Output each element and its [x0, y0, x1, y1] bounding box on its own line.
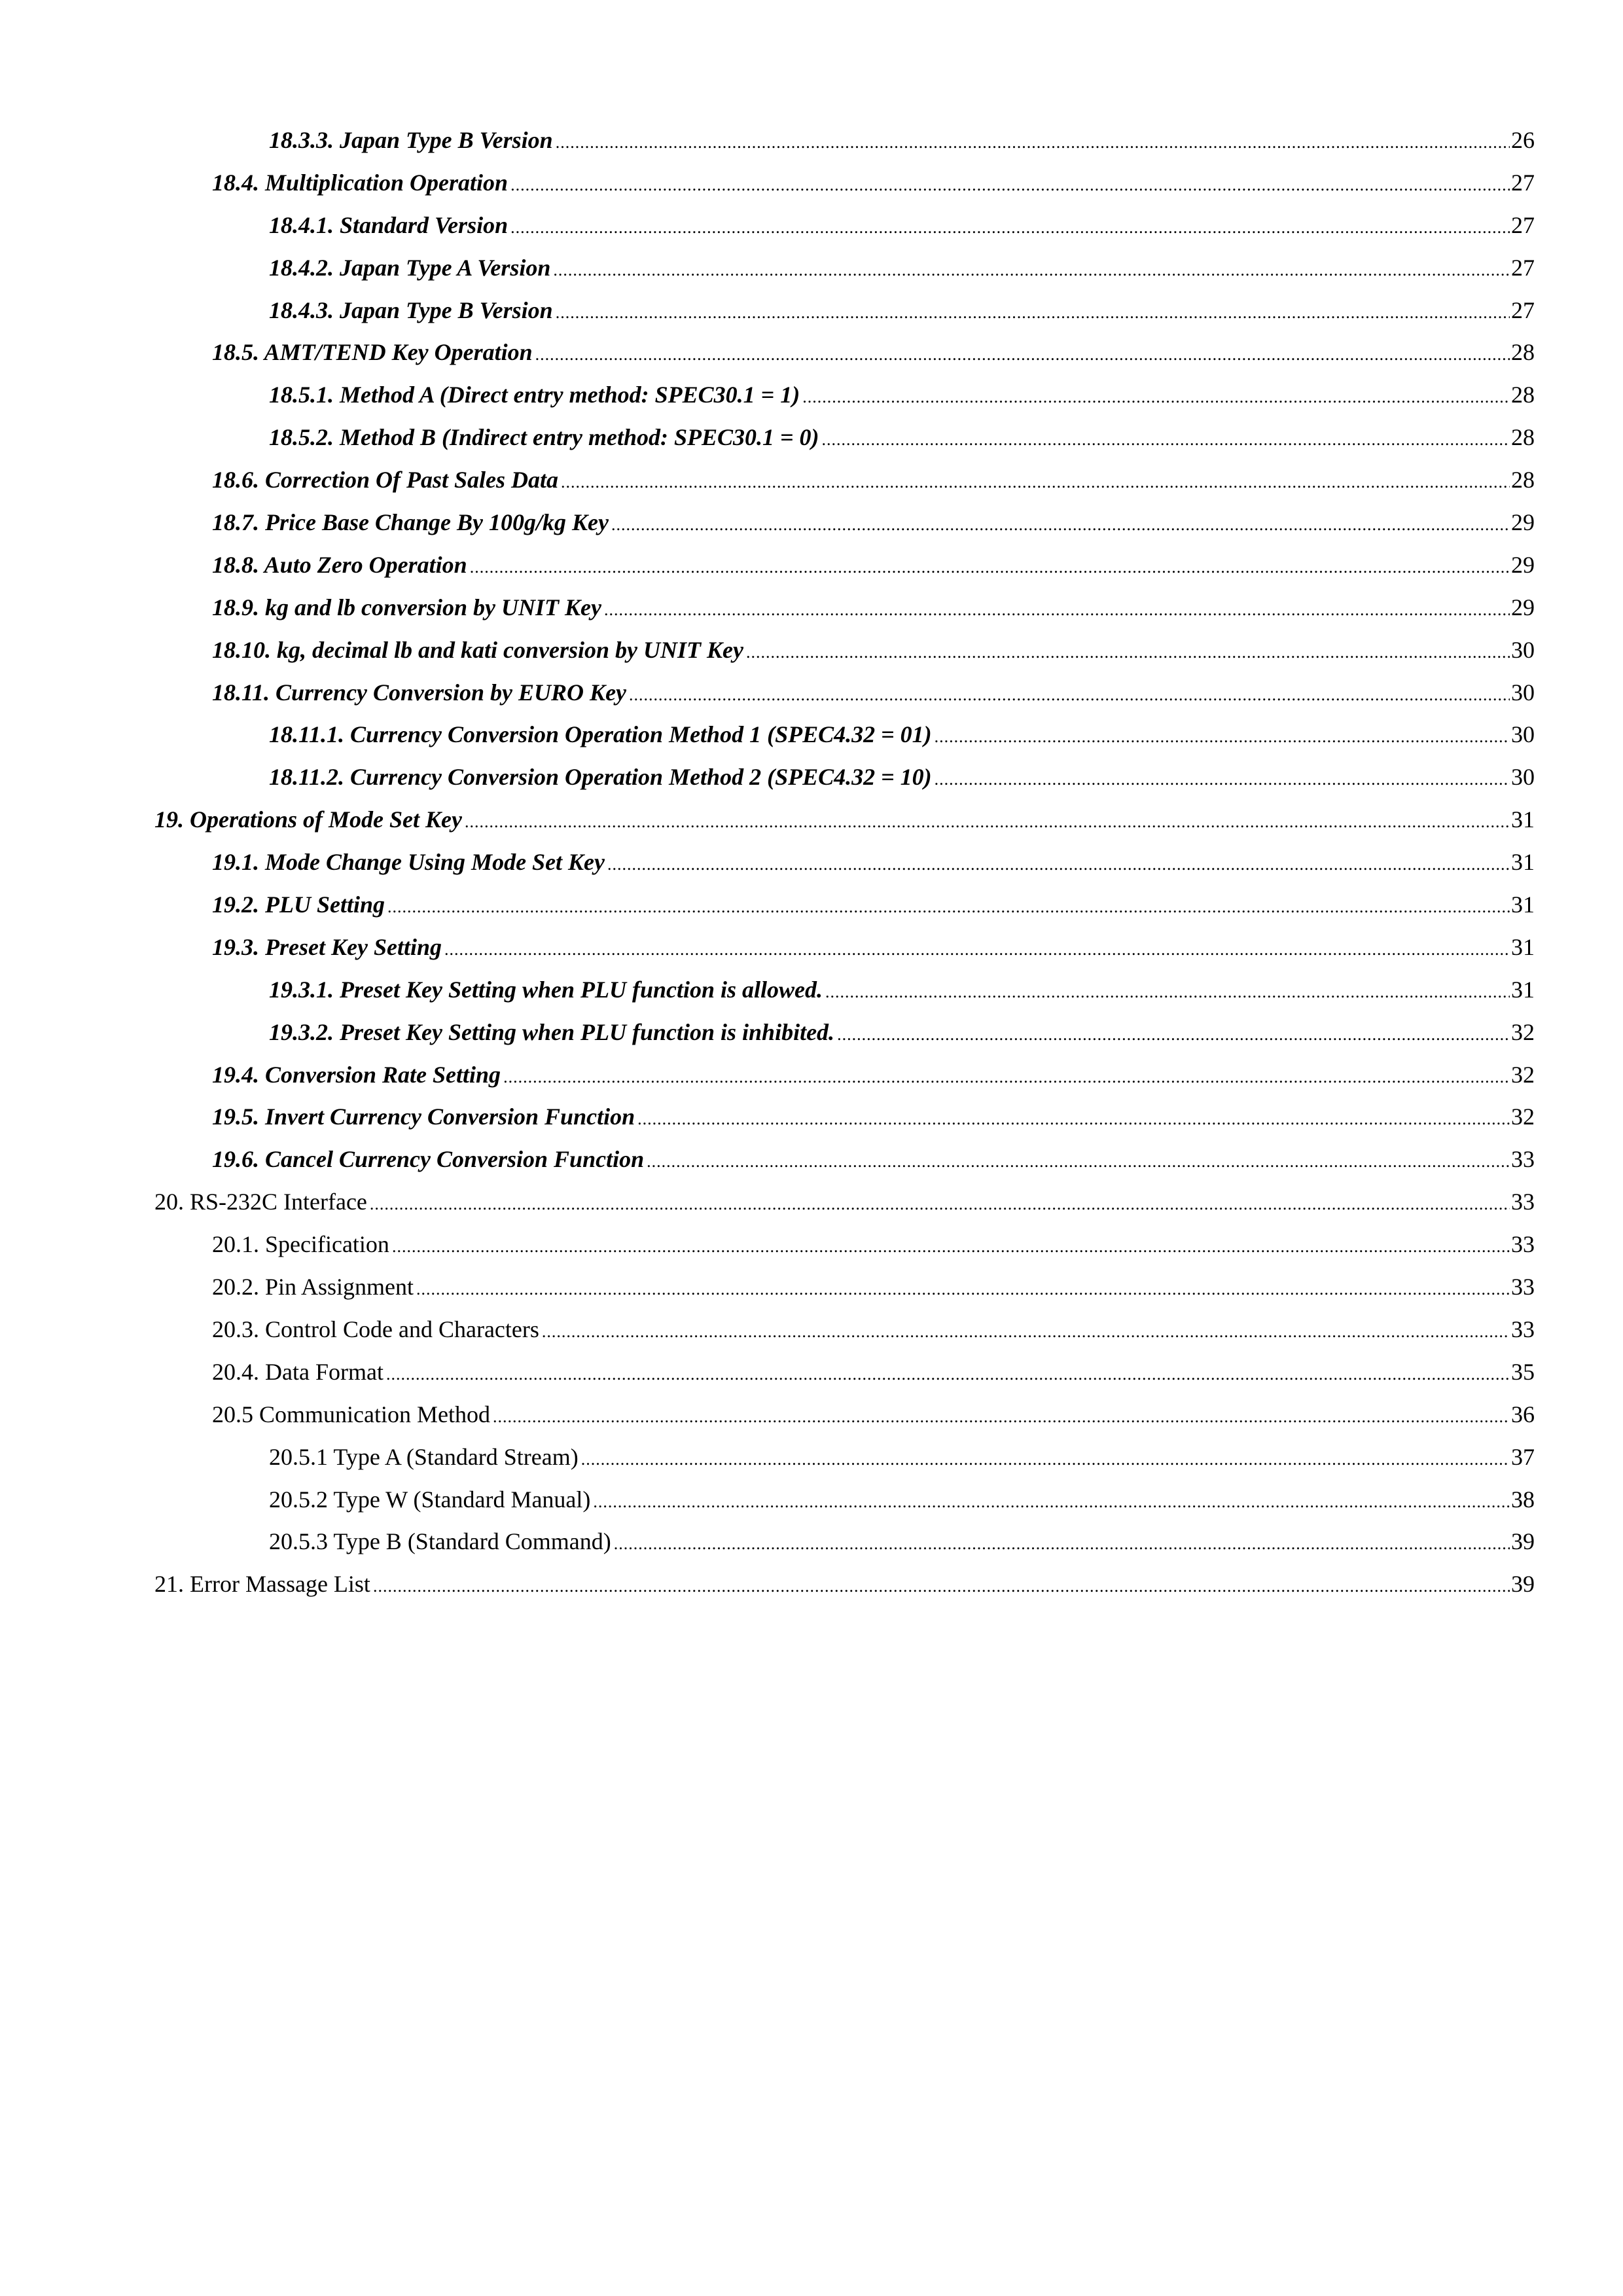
toc-entry-title: 18.8. Auto Zero Operation — [212, 551, 467, 578]
toc-entry-page-number: 37 — [1511, 1443, 1535, 1470]
dot-leader — [444, 937, 1510, 963]
toc-entry-page-number: 28 — [1511, 382, 1535, 408]
toc-entry[interactable] — [0, 331, 1623, 374]
toc-entry-page-number: 28 — [1511, 424, 1535, 451]
toc-entry[interactable] — [0, 501, 1623, 544]
toc-entry[interactable] — [0, 1479, 1623, 1521]
toc-entry-title: 20.5.1 Type A (Standard Stream) — [269, 1443, 579, 1470]
toc-entry-page-number: 33 — [1511, 1231, 1535, 1258]
dot-leader — [553, 257, 1510, 283]
toc-entry[interactable] — [0, 1266, 1623, 1308]
toc-entry-title: 18.11. Currency Conversion by EURO Key — [212, 679, 627, 706]
toc-entry-page-number: 31 — [1511, 849, 1535, 876]
toc-entry-page-number: 30 — [1511, 764, 1535, 791]
dot-leader — [802, 384, 1510, 410]
toc-entry-title: 18.10. kg, decimal lb and kati conversion by UNIT Key — [212, 636, 743, 663]
toc-entry[interactable] — [0, 1011, 1623, 1054]
toc-entry[interactable] — [0, 969, 1623, 1011]
toc-entry[interactable] — [0, 629, 1623, 672]
dot-leader — [561, 469, 1510, 495]
toc-entry-page-number: 29 — [1511, 551, 1535, 578]
dot-leader — [629, 682, 1510, 708]
toc-entry-page-number: 33 — [1511, 1189, 1535, 1215]
toc-entry-title: 18.11.2. Currency Conversion Operation Method 2 (SPEC4.32 = 10) — [269, 764, 932, 791]
toc-entry[interactable] — [0, 416, 1623, 459]
toc-entry-page-number: 29 — [1511, 509, 1535, 536]
toc-entry-title: 19.3.2. Preset Key Setting when PLU function is inhibited. — [269, 1018, 835, 1045]
toc-entry-page-number: 38 — [1511, 1486, 1535, 1513]
dot-leader — [556, 300, 1510, 326]
toc-entry[interactable] — [0, 162, 1623, 204]
toc-entry[interactable] — [0, 1520, 1623, 1563]
toc-entry[interactable] — [0, 798, 1623, 841]
toc-entry-page-number: 31 — [1511, 933, 1535, 960]
toc-entry-page-number: 32 — [1511, 1018, 1535, 1045]
toc-entry-title: 20.4. Data Format — [212, 1358, 383, 1385]
toc-entry-title: 18.4.3. Japan Type B Version — [269, 296, 553, 323]
toc-entry-title: 19.4. Conversion Rate Setting — [212, 1061, 501, 1088]
toc-entry-title: 19.5. Invert Currency Conversion Function — [212, 1103, 635, 1130]
toc-entry-title: 18.5. AMT/TEND Key Operation — [212, 339, 533, 366]
toc-entry-page-number: 28 — [1511, 339, 1535, 366]
dot-leader — [535, 342, 1510, 368]
toc-entry[interactable] — [0, 1436, 1623, 1479]
toc-entry-title: 19. Operations of Mode Set Key — [154, 806, 462, 833]
dot-leader — [825, 979, 1510, 1005]
dot-leader — [822, 427, 1510, 453]
toc-entry-title: 19.3. Preset Key Setting — [212, 933, 442, 960]
toc-entry[interactable] — [0, 374, 1623, 416]
dot-leader — [637, 1106, 1510, 1132]
dot-leader — [614, 1531, 1510, 1557]
toc-entry[interactable] — [0, 1138, 1623, 1181]
toc-entry[interactable] — [0, 884, 1623, 926]
toc-entry[interactable] — [0, 247, 1623, 289]
toc-entry-page-number: 35 — [1511, 1358, 1535, 1385]
toc-entry-title: 21. Error Massage List — [154, 1571, 370, 1598]
dot-leader — [493, 1404, 1510, 1430]
toc-entry-page-number: 33 — [1511, 1316, 1535, 1342]
dot-leader — [370, 1191, 1510, 1217]
dot-leader — [373, 1573, 1510, 1600]
dot-leader — [604, 597, 1510, 623]
toc-entry-title: 20.1. Specification — [212, 1231, 389, 1258]
toc-entry-page-number: 27 — [1511, 169, 1535, 196]
toc-entry-title: 18.4. Multiplication Operation — [212, 169, 508, 196]
toc-entry-title: 18.4.1. Standard Version — [269, 211, 508, 238]
dot-leader — [416, 1276, 1510, 1302]
toc-entry-page-number: 30 — [1511, 679, 1535, 706]
toc-entry-title: 20.5.3 Type B (Standard Command) — [269, 1528, 611, 1555]
toc-entry-title: 20.5.2 Type W (Standard Manual) — [269, 1486, 591, 1513]
toc-entry-page-number: 33 — [1511, 1146, 1535, 1173]
dot-leader — [386, 1361, 1510, 1388]
toc-entry[interactable] — [0, 1393, 1623, 1436]
toc-entry[interactable] — [0, 756, 1623, 798]
dot-leader — [470, 554, 1510, 581]
toc-entry-page-number: 30 — [1511, 721, 1535, 748]
toc-entry-title: 18.7. Price Base Change By 100g/kg Key — [212, 509, 609, 536]
toc-entry-page-number: 31 — [1511, 891, 1535, 918]
toc-entry-title: 18.5.2. Method B (Indirect entry method: SPEC30.1 = 0) — [269, 424, 819, 451]
toc-entry[interactable] — [0, 459, 1623, 501]
dot-leader — [503, 1064, 1510, 1090]
dot-leader — [935, 724, 1510, 750]
dot-leader — [542, 1319, 1510, 1345]
toc-entry[interactable] — [0, 544, 1623, 586]
toc-entry[interactable] — [0, 841, 1623, 884]
toc-entry-page-number: 29 — [1511, 594, 1535, 620]
toc-entry-page-number: 26 — [1511, 127, 1535, 153]
toc-entry-title: 18.6. Correction Of Past Sales Data — [212, 467, 559, 493]
toc-entry-page-number: 32 — [1511, 1103, 1535, 1130]
toc-entry-page-number: 30 — [1511, 636, 1535, 663]
toc-entry-title: 19.1. Mode Change Using Mode Set Key — [212, 849, 605, 876]
toc-entry-title: 19.3.1. Preset Key Setting when PLU function is allowed. — [269, 976, 823, 1003]
toc-entry[interactable] — [0, 926, 1623, 969]
toc-entry-title: 19.2. PLU Setting — [212, 891, 385, 918]
toc-entry-title: 20.3. Control Code and Characters — [212, 1316, 539, 1342]
toc-entry[interactable] — [0, 672, 1623, 714]
toc-entry[interactable] — [0, 119, 1623, 162]
toc-entry-page-number: 32 — [1511, 1061, 1535, 1088]
toc-entry[interactable] — [0, 1096, 1623, 1138]
toc-entry[interactable] — [0, 1054, 1623, 1096]
dot-leader — [746, 639, 1510, 666]
toc-entry-page-number: 36 — [1511, 1401, 1535, 1427]
dot-leader — [510, 215, 1510, 241]
toc-entry[interactable] — [0, 1308, 1623, 1351]
dot-leader — [510, 172, 1510, 198]
toc-entry-title: 20.2. Pin Assignment — [212, 1274, 414, 1300]
dot-leader — [581, 1446, 1510, 1473]
toc-entry-title: 18.11.1. Currency Conversion Operation Method 1 (SPEC4.32 = 01) — [269, 721, 932, 748]
dot-leader — [465, 809, 1510, 835]
dot-leader — [611, 512, 1510, 538]
dot-leader — [556, 130, 1510, 156]
table-of-contents — [0, 119, 1623, 1605]
toc-entry-title: 18.4.2. Japan Type A Version — [269, 254, 551, 281]
toc-entry[interactable] — [0, 204, 1623, 247]
dot-leader — [387, 894, 1510, 920]
toc-entry-page-number: 27 — [1511, 254, 1535, 281]
toc-entry-title: 19.6. Cancel Currency Conversion Function — [212, 1146, 645, 1173]
toc-entry[interactable] — [0, 1181, 1623, 1223]
toc-entry[interactable] — [0, 289, 1623, 332]
toc-entry[interactable] — [0, 1223, 1623, 1266]
toc-entry[interactable] — [0, 1563, 1623, 1605]
toc-entry-page-number: 28 — [1511, 467, 1535, 493]
toc-entry-page-number: 31 — [1511, 806, 1535, 833]
toc-entry-page-number: 31 — [1511, 976, 1535, 1003]
toc-entry-title: 20. RS-232C Interface — [154, 1189, 367, 1215]
toc-entry-page-number: 39 — [1511, 1571, 1535, 1598]
toc-entry[interactable] — [0, 1351, 1623, 1393]
toc-entry[interactable] — [0, 586, 1623, 629]
toc-entry[interactable] — [0, 713, 1623, 756]
toc-entry-page-number: 39 — [1511, 1528, 1535, 1555]
dot-leader — [593, 1489, 1510, 1515]
toc-entry-page-number: 33 — [1511, 1274, 1535, 1300]
toc-entry-page-number: 27 — [1511, 211, 1535, 238]
toc-entry-title: 18.9. kg and lb conversion by UNIT Key — [212, 594, 601, 620]
toc-entry-title: 20.5 Communication Method — [212, 1401, 490, 1427]
dot-leader — [392, 1234, 1510, 1260]
dot-leader — [837, 1022, 1510, 1048]
dot-leader — [607, 852, 1510, 878]
toc-entry-title: 18.3.3. Japan Type B Version — [269, 127, 553, 153]
dot-leader — [647, 1149, 1510, 1175]
toc-entry-title: 18.5.1. Method A (Direct entry method: SPEC30.1 = 1) — [269, 382, 800, 408]
dot-leader — [935, 766, 1510, 793]
toc-entry-page-number: 27 — [1511, 296, 1535, 323]
